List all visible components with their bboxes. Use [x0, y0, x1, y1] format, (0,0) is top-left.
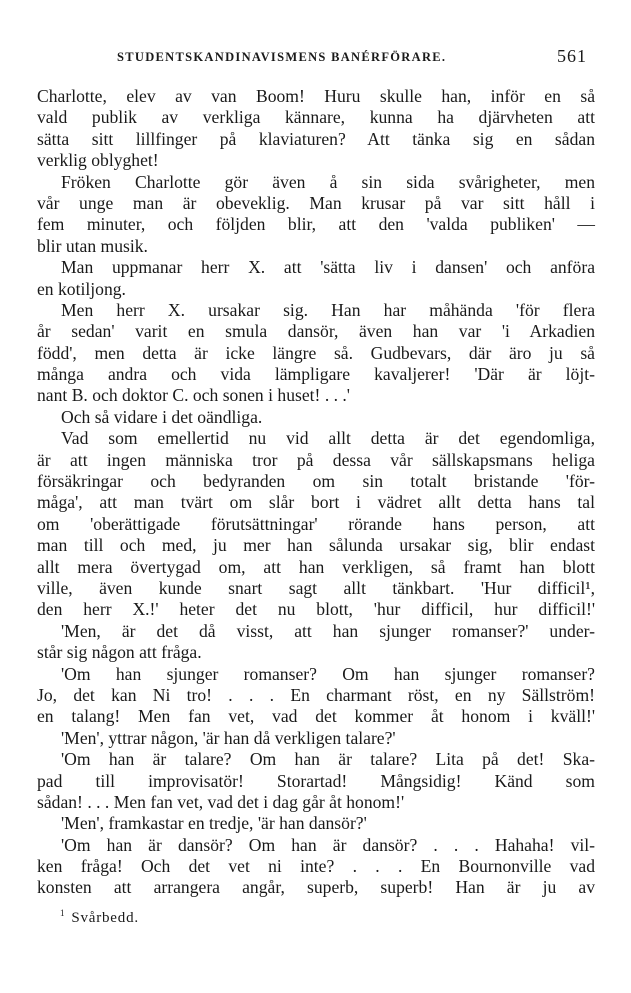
text-line: försäkringar och bedyranden om sin totalt bristande 'för- — [37, 471, 595, 492]
text-line: allt mera övertygad om, att han verkligen, så framt han blott — [37, 556, 595, 577]
text-line: 'Men', yttrar någon, 'är han då verkligen talare?' — [61, 727, 396, 748]
text-line: Och så vidare i det oändliga. — [61, 406, 263, 427]
footnote-text: Svårbedd. — [71, 910, 139, 926]
footnote — [60, 908, 139, 927]
text-line: står sig någon att fråga. — [37, 642, 202, 663]
text-line: ken fråga! Och det vet ni inte? . . . En Bournonville vad — [37, 856, 595, 877]
text-line: 'Om han är talare? Om han är talare? Lita på det! Ska- — [61, 749, 595, 770]
body-text — [37, 86, 595, 899]
text-line: konsten att arrangera angår, superb, superb! Han är ju av — [37, 877, 595, 898]
text-line: Man uppmanar herr X. att 'sätta liv i dansen' och anföra — [61, 257, 595, 278]
text-line: är att ingen människa tror på dessa vår sällskapsmans heliga — [37, 449, 595, 470]
text-line: Men herr X. ursakar sig. Han har måhända 'för flera — [61, 299, 595, 320]
text-line: måga', att man tvärt om slår bort i vädret allt detta hans tal — [37, 492, 595, 513]
footnote-marker: 1 — [60, 908, 66, 918]
running-header — [37, 48, 587, 70]
text-line: en talang! Men fan vet, vad det kommer åt honom i kväll!' — [37, 706, 595, 727]
text-line: fem minuter, och följden blir, att den 'valda publiken' — — [37, 214, 595, 235]
text-line: pad till improvisatör! Storartad! Mångsidig! Känd som — [37, 770, 595, 791]
text-line: ville, även kunde snart sagt allt tänkbart. 'Hur difficil¹, — [37, 577, 595, 598]
text-line: år sedan' varit en smula dansör, även han var 'i Arkadien — [37, 321, 595, 342]
text-line: nant B. och doktor C. och sonen i huset! . . .' — [37, 385, 350, 406]
text-line: vår unge man är obeveklig. Man krusar på var sitt håll i — [37, 192, 595, 213]
text-line: verklig oblyghet! — [37, 150, 159, 171]
text-line: en kotiljong. — [37, 278, 126, 299]
page-number: 561 — [557, 46, 587, 66]
text-line: 'Om han är dansör? Om han är dansör? . . . Hahaha! vil- — [61, 834, 595, 855]
text-line: många andra och vida lämpligare kavaljerer! 'Där är löjt- — [37, 364, 595, 385]
text-line: vald publik av verkliga kännare, kunna ha djärvheten att — [37, 107, 595, 128]
text-line: Jo, det kan Ni tro! . . . En charmant röst, en ny Sällström! — [37, 684, 595, 705]
text-line: 'Men', framkastar en tredje, 'är han dansör?' — [61, 813, 367, 834]
text-line: om 'oberättigade förutsättningar' rörande hans person, att — [37, 513, 595, 534]
text-line: 'Men, är det då visst, att han sjunger romanser?' under- — [61, 620, 595, 641]
text-line: den herr X.!' heter det nu blott, 'hur difficil, hur difficil!' — [37, 599, 595, 620]
running-title: STUDENTSKANDINAVISMENS BANÉRFÖRARE. — [117, 50, 447, 64]
text-line: Vad som emellertid nu vid allt detta är det egendomliga, — [61, 428, 595, 449]
text-line: Charlotte, elev av van Boom! Huru skulle han, inför en så — [37, 86, 595, 106]
text-line: född', men detta är icke längre så. Gudbevars, där äro ju så — [37, 342, 595, 363]
text-line: blir utan musik. — [37, 235, 148, 256]
text-line: man till och med, ju mer han sålunda ursakar sig, blir endast — [37, 535, 595, 556]
text-line: Fröken Charlotte gör även å sin sida svårigheter, men — [61, 171, 595, 192]
text-line: 'Om han sjunger romanser? Om han sjunger romanser? — [61, 663, 595, 684]
text-line: sådan! . . . Men fan vet, vad det i dag går åt honom!' — [37, 791, 405, 812]
text-line: sätta sitt lillfinger på klaviaturen? Att tänka sig en sådan — [37, 128, 595, 149]
